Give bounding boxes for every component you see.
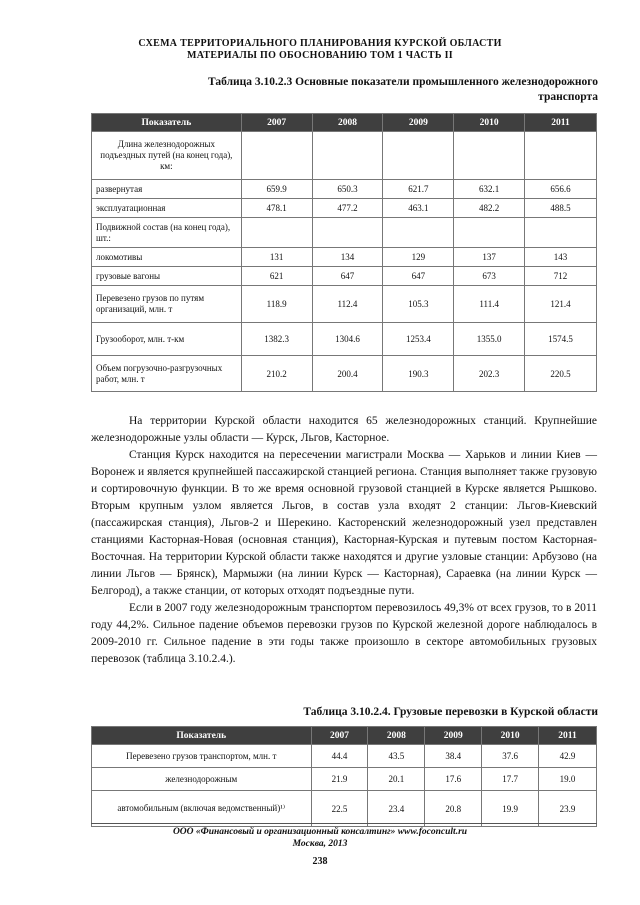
- cell: 1574.5: [525, 323, 597, 356]
- footer-company: ООО «Финансовый и организационный консалтинг» www.foconcult.ru: [172, 827, 468, 837]
- cell: 220.5: [525, 356, 597, 392]
- table-row: [92, 745, 597, 768]
- row-label: Перевезено грузов транспортом, млн. т: [92, 745, 312, 768]
- cell: 1304.6: [312, 323, 383, 356]
- column-header: 2010: [482, 727, 539, 745]
- table-row: [92, 791, 597, 827]
- cell: 121.4: [525, 286, 597, 323]
- cell: 478.1: [241, 199, 312, 218]
- cell: 673: [454, 267, 525, 286]
- cell: 19.9: [482, 791, 539, 827]
- column-header: 2011: [525, 114, 597, 132]
- body-text: [91, 413, 597, 668]
- cell: 712: [525, 267, 597, 286]
- industrial-railway-table: [91, 113, 597, 392]
- cell: 632.1: [454, 180, 525, 199]
- cell: [312, 218, 383, 248]
- table-row: [92, 356, 597, 392]
- cell: 621.7: [383, 180, 454, 199]
- cell: 23.9: [539, 791, 597, 827]
- cell: 621: [241, 267, 312, 286]
- cell: 22.5: [311, 791, 368, 827]
- cell: 42.9: [539, 745, 597, 768]
- cell: [525, 218, 597, 248]
- cell: [454, 132, 525, 180]
- row-label: автомобильным (включая ведомственный)¹⁾: [92, 791, 312, 827]
- cell: 659.9: [241, 180, 312, 199]
- cell: 1355.0: [454, 323, 525, 356]
- row-label: Объем погрузочно-разгрузочных работ, млн. т: [92, 356, 242, 392]
- freight-transport-table: [91, 726, 597, 827]
- row-label: Длина железнодорожных подъездных путей (на конец года), км:: [92, 132, 242, 180]
- row-label: Перевезено грузов по путям организаций, млн. т: [92, 286, 242, 323]
- footer-divider: [91, 823, 597, 824]
- table-row: [92, 267, 597, 286]
- footer-city-year: Москва, 2013: [292, 839, 348, 849]
- cell: 23.4: [368, 791, 425, 827]
- column-header: 2010: [454, 114, 525, 132]
- row-label: Подвижной состав (на конец года), шт.:: [92, 218, 242, 248]
- cell: [454, 218, 525, 248]
- table1-caption: Таблица 3.10.2.3 Основные показатели промышленного железнодорожного транспорта: [207, 76, 598, 103]
- cell: [525, 132, 597, 180]
- cell: 202.3: [454, 356, 525, 392]
- column-header: Показатель: [92, 114, 242, 132]
- cell: 19.0: [539, 768, 597, 791]
- cell: 1382.3: [241, 323, 312, 356]
- page-number: 238: [312, 856, 328, 867]
- cell: 200.4: [312, 356, 383, 392]
- table-row: [92, 218, 597, 248]
- cell: 134: [312, 248, 383, 267]
- cell: 43.5: [368, 745, 425, 768]
- table-row: [92, 768, 597, 791]
- header-subtitle: МАТЕРИАЛЫ ПО ОБОСНОВАНИЮ ТОМ 1 ЧАСТЬ II: [187, 50, 453, 61]
- cell: 647: [312, 267, 383, 286]
- cell: [241, 218, 312, 248]
- cell: 38.4: [425, 745, 482, 768]
- cell: [241, 132, 312, 180]
- row-label: Грузооборот, млн. т-км: [92, 323, 242, 356]
- column-header: 2009: [383, 114, 454, 132]
- cell: 20.1: [368, 768, 425, 791]
- cell: 656.6: [525, 180, 597, 199]
- cell: 129: [383, 248, 454, 267]
- table-row: [92, 199, 597, 218]
- cell: 650.3: [312, 180, 383, 199]
- table-row: [92, 132, 597, 180]
- cell: 118.9: [241, 286, 312, 323]
- table-row: [92, 180, 597, 199]
- cell: 17.7: [482, 768, 539, 791]
- cell: 137: [454, 248, 525, 267]
- table-header-row: [92, 727, 597, 745]
- table-row: [92, 248, 597, 267]
- cell: 44.4: [311, 745, 368, 768]
- cell: 37.6: [482, 745, 539, 768]
- paragraph: Станция Курск находится на пересечении магистрали Москва — Харьков и линии Киев — Воронеж и является крупнейшей пассажирской станцией региона. Станция выполняет также грузовую и сортировочную функции. В то же время основной грузовой станцией в Курске является Рышково. Вторым крупным узлом является Льгов, в состав узла входят 2 станции: Льгов-Киевский (пассажирская станция), Льгов-2 и Шерекино. Касторенский железнодорожный узел представлен станциями Касторная-Новая (основная станция), Касторная-Курская и путевым постом Касторная-Восточная. На территории Курской области также находятся и другие узловые станции: Арбузово (на линии Льгов — Брянск), Мармыжи (на линии Курск — Касторная), Сараевка (на линии Курск — Белгород), а также станции, от которых отходят подъездные пути.: [91, 449, 597, 597]
- cell: 477.2: [312, 199, 383, 218]
- document-header: [0, 38, 640, 62]
- row-label: развернутая: [92, 180, 242, 199]
- column-header: 2009: [425, 727, 482, 745]
- column-header: Показатель: [92, 727, 312, 745]
- cell: 112.4: [312, 286, 383, 323]
- column-header: 2008: [312, 114, 383, 132]
- table-row: [92, 286, 597, 323]
- cell: [312, 132, 383, 180]
- paragraph: Если в 2007 году железнодорожным транспортом перевозилось 49,3% от всех грузов, то в 2011 году 44,2%. Сильное падение объемов перевозки грузов по Курской железной дороге наблюдалось в 2009-2010 гг. Сильное падение в эти годы также произошло в секторе автомобильных грузовых перевозок (таблица 3.10.2.4.).: [91, 602, 597, 665]
- table-header-row: [92, 114, 597, 132]
- table2-caption: Таблица 3.10.2.4. Грузовые перевозки в Курской области: [303, 706, 598, 718]
- cell: 1253.4: [383, 323, 454, 356]
- row-label: локомотивы: [92, 248, 242, 267]
- cell: [383, 132, 454, 180]
- cell: [383, 218, 454, 248]
- footer: [0, 826, 640, 850]
- cell: 488.5: [525, 199, 597, 218]
- cell: 21.9: [311, 768, 368, 791]
- cell: 647: [383, 267, 454, 286]
- row-label: железнодорожным: [92, 768, 312, 791]
- row-label: эксплуатационная: [92, 199, 242, 218]
- column-header: 2008: [368, 727, 425, 745]
- cell: 111.4: [454, 286, 525, 323]
- column-header: 2007: [311, 727, 368, 745]
- cell: 105.3: [383, 286, 454, 323]
- cell: 210.2: [241, 356, 312, 392]
- cell: 20.8: [425, 791, 482, 827]
- column-header: 2007: [241, 114, 312, 132]
- cell: 143: [525, 248, 597, 267]
- cell: 482.2: [454, 199, 525, 218]
- paragraph: На территории Курской области находится 65 железнодорожных станций. Крупнейшие железнодорожные узлы области — Курск, Льгов, Касторное.: [91, 415, 597, 444]
- cell: 17.6: [425, 768, 482, 791]
- column-header: 2011: [539, 727, 597, 745]
- table-row: [92, 323, 597, 356]
- cell: 131: [241, 248, 312, 267]
- cell: 463.1: [383, 199, 454, 218]
- header-title: СХЕМА ТЕРРИТОРИАЛЬНОГО ПЛАНИРОВАНИЯ КУРСКОЙ ОБЛАСТИ: [138, 38, 502, 49]
- row-label: грузовые вагоны: [92, 267, 242, 286]
- cell: 190.3: [383, 356, 454, 392]
